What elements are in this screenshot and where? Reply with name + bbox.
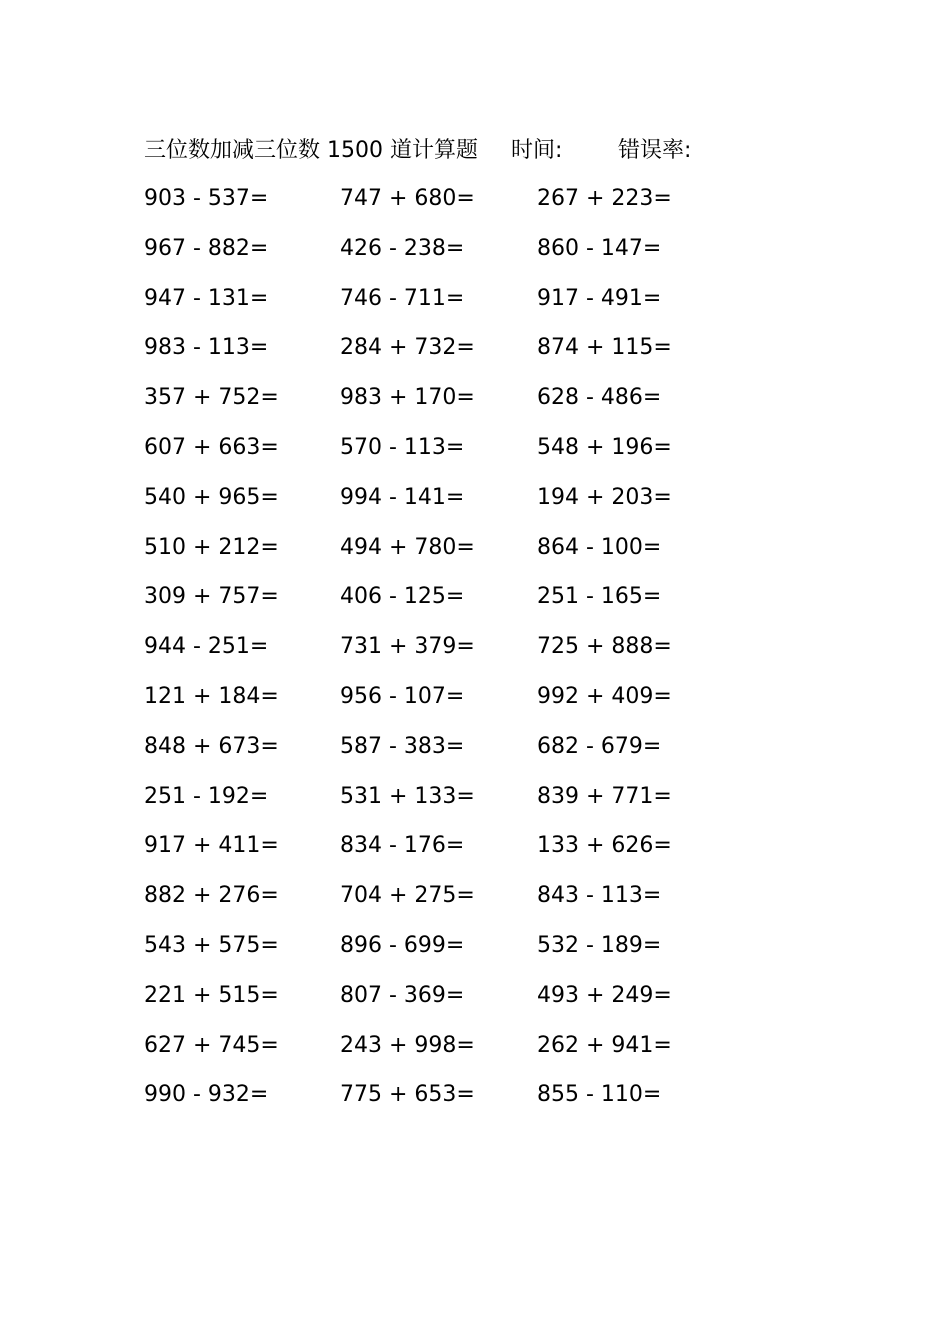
problem-item: 628 - 486= [537, 385, 662, 411]
problem-item: 917 + 411= [144, 833, 279, 859]
worksheet-header [144, 135, 844, 167]
problem-row [144, 482, 744, 532]
problem-item: 956 - 107= [340, 683, 465, 709]
problem-item: 607 + 663= [144, 434, 279, 460]
problem-item: 309 + 757= [144, 584, 279, 610]
problem-item: 725 + 888= [537, 634, 672, 660]
problem-item: 121 + 184= [144, 683, 279, 709]
problem-item: 494 + 780= [340, 534, 475, 560]
problem-item: 983 + 170= [340, 385, 475, 411]
problem-item: 406 - 125= [340, 584, 465, 610]
problem-item: 531 + 133= [340, 783, 475, 809]
problem-item: 839 + 771= [537, 783, 672, 809]
problem-item: 251 - 165= [537, 584, 662, 610]
problem-item: 860 - 147= [537, 235, 662, 261]
problem-row [144, 183, 744, 233]
problem-item: 947 - 131= [144, 285, 269, 311]
problem-item: 267 + 223= [537, 186, 672, 211]
problem-grid [144, 183, 744, 1129]
problem-row [144, 1030, 744, 1080]
problem-row [144, 233, 744, 283]
problem-item: 570 - 113= [340, 434, 465, 460]
problem-row [144, 283, 744, 333]
problem-item: 994 - 141= [340, 484, 465, 510]
problem-item: 807 - 369= [340, 982, 465, 1008]
problem-item: 843 - 113= [537, 883, 662, 909]
problem-item: 848 + 673= [144, 733, 279, 759]
problem-row [144, 731, 744, 781]
problem-item: 133 + 626= [537, 833, 672, 859]
problem-row [144, 880, 744, 930]
problem-row [144, 781, 744, 831]
problem-row [144, 382, 744, 432]
problem-item: 834 - 176= [340, 833, 465, 859]
problem-item: 627 + 745= [144, 1032, 279, 1058]
problem-item: 532 - 189= [537, 932, 662, 958]
problem-item: 874 + 115= [537, 335, 672, 361]
problem-item: 983 - 113= [144, 335, 269, 361]
problem-item: 967 - 882= [144, 235, 269, 261]
problem-item: 990 - 932= [144, 1082, 269, 1108]
problem-item: 357 + 752= [144, 385, 279, 411]
problem-item: 251 - 192= [144, 783, 269, 809]
problem-item: 682 - 679= [537, 733, 662, 759]
problem-item: 510 + 212= [144, 534, 279, 560]
problem-item: 704 + 275= [340, 883, 475, 909]
problem-item: 194 + 203= [537, 484, 672, 510]
problem-item: 903 - 537= [144, 186, 269, 211]
problem-item: 548 + 196= [537, 434, 672, 460]
problem-row [144, 581, 744, 631]
problem-item: 587 - 383= [340, 733, 465, 759]
problem-item: 864 - 100= [537, 534, 662, 560]
problem-row [144, 930, 744, 980]
problem-row [144, 532, 744, 582]
problem-item: 731 + 379= [340, 634, 475, 660]
problem-item: 543 + 575= [144, 932, 279, 958]
problem-item: 426 - 238= [340, 235, 465, 261]
problem-item: 284 + 732= [340, 335, 475, 361]
problem-item: 917 - 491= [537, 285, 662, 311]
problem-row [144, 980, 744, 1030]
error-rate-label: 错误率: [618, 138, 692, 163]
problem-item: 493 + 249= [537, 982, 672, 1008]
problem-item: 992 + 409= [537, 683, 672, 709]
problem-item: 855 - 110= [537, 1082, 662, 1108]
time-label: 时间: [511, 138, 563, 163]
problem-row [144, 432, 744, 482]
problem-item: 221 + 515= [144, 982, 279, 1008]
worksheet-title: 三位数加减三位数 1500 道计算题 [144, 138, 478, 163]
problem-item: 243 + 998= [340, 1032, 475, 1058]
problem-item: 896 - 699= [340, 932, 465, 958]
problem-row [144, 332, 744, 382]
problem-item: 882 + 276= [144, 883, 279, 909]
problem-row [144, 681, 744, 731]
problem-item: 775 + 653= [340, 1082, 475, 1108]
problem-item: 747 + 680= [340, 186, 475, 211]
problem-row [144, 830, 744, 880]
problem-item: 262 + 941= [537, 1032, 672, 1058]
problem-row [144, 1079, 744, 1129]
problem-item: 746 - 711= [340, 285, 465, 311]
problem-item: 540 + 965= [144, 484, 279, 510]
problem-row [144, 631, 744, 681]
problem-item: 944 - 251= [144, 634, 269, 660]
